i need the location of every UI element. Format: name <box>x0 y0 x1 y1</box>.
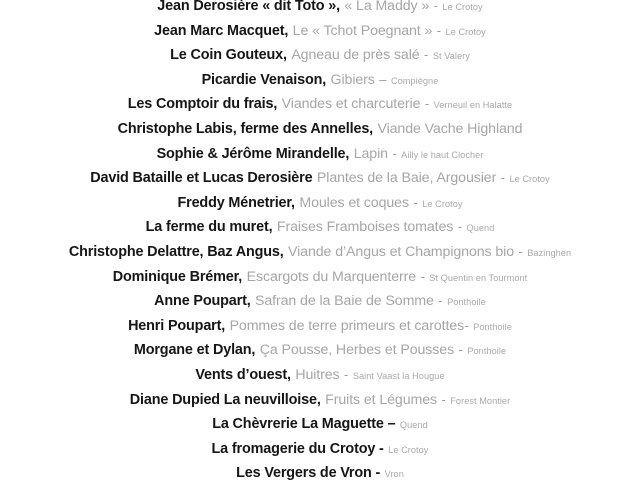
producer-name: Dominique Brémer, <box>112 268 243 285</box>
separator-dash: - <box>441 391 446 407</box>
producer-name: Henri Poupart, <box>128 317 226 334</box>
list-item <box>0 43 640 68</box>
producer-name: La Chèvrerie La Maguette – <box>212 416 396 433</box>
producer-name: Les Vergers de Vron - <box>236 465 381 482</box>
separator-dash: - <box>392 145 397 161</box>
producer-product: Agneau de près salé <box>291 47 420 64</box>
list-item <box>0 215 640 240</box>
producer-product: Gibiers <box>330 71 375 88</box>
producer-location: Compiègne <box>390 75 439 86</box>
list-item <box>0 240 640 265</box>
producer-location: Quend <box>466 223 495 234</box>
producer-name: Jean Derosière « dit Toto », <box>157 0 340 14</box>
producer-name: Christophe Delattre, Baz Angus, <box>68 243 284 260</box>
list-item <box>0 19 640 44</box>
separator-dash: - <box>518 243 523 259</box>
list-item <box>0 363 640 388</box>
list-item <box>0 265 640 290</box>
producer-product: Fruits et Légumes <box>325 391 438 408</box>
separator-dash: - <box>420 268 425 284</box>
producer-name: Freddy Ménetrier, <box>177 194 295 211</box>
producer-location: Le Crotoy <box>388 444 429 455</box>
separator-dash: - <box>457 219 463 235</box>
producer-name: David Bataille et Lucas Derosière <box>90 170 313 187</box>
producer-location: Verneuil en Halatte <box>433 100 513 111</box>
producer-product: Pommes de terre primeurs et carottes- <box>229 317 469 334</box>
list-item <box>0 142 640 167</box>
separator-dash: - <box>424 96 430 112</box>
producer-location: Quend <box>399 420 428 431</box>
separator-dash: - <box>458 342 463 358</box>
list-item <box>0 289 640 314</box>
producer-name: Vents d’ouest, <box>195 366 291 383</box>
producer-name: La ferme du muret, <box>145 219 273 236</box>
list-item <box>0 191 640 216</box>
producer-product: Le « Tchot Poegnant » <box>292 22 433 39</box>
producer-name: Diane Dupied La neuvilloise, <box>129 391 321 408</box>
producer-product: Viande Vache Highland <box>377 120 523 137</box>
producer-name: Picardie Venaison, <box>201 71 327 88</box>
producer-product: Viande d’Angus et Champignons bio <box>288 243 514 260</box>
separator-dash: - <box>500 170 505 186</box>
separator-dash: - <box>438 293 443 309</box>
list-item <box>0 68 640 93</box>
separator-dash: – <box>379 71 387 87</box>
separator-dash: - <box>436 22 442 38</box>
separator-dash: - <box>433 0 438 13</box>
producer-location: St Valery <box>432 51 470 62</box>
producer-product: Lapin <box>353 145 388 162</box>
list-item <box>0 437 640 462</box>
producer-product: Safran de la Baie de Somme <box>255 293 434 310</box>
producer-name: Sophie & Jérôme Mirandelle, <box>156 145 350 162</box>
producer-location: Saint Vaast la Hougue <box>352 370 445 381</box>
list-item <box>0 388 640 413</box>
producer-location: Le Crotoy <box>442 2 483 12</box>
producer-name: Anne Poupart, <box>154 293 251 310</box>
separator-dash: - <box>424 47 429 63</box>
producer-location: Ailly le haut Clocher <box>401 149 484 160</box>
producer-location: Vron <box>384 469 404 480</box>
producer-location: Le Crotoy <box>445 26 486 37</box>
producer-product: Moules et coques <box>299 194 409 211</box>
producer-product: Viandes et charcuterie <box>281 96 421 113</box>
producer-name: Morgane et Dylan, <box>133 342 256 359</box>
producer-location: St Quentin en Tourmont <box>429 272 528 283</box>
list-item <box>0 166 640 191</box>
separator-dash: - <box>344 366 349 382</box>
producer-name: Jean Marc Macquet, <box>154 22 289 39</box>
list-item <box>0 412 640 437</box>
producer-name: Christophe Labis, ferme des Annelles, <box>117 120 374 137</box>
producer-location: Bazinghen <box>527 247 572 258</box>
producer-location: Forest Montier <box>450 395 511 406</box>
producer-location: Le Crotoy <box>509 174 550 185</box>
producer-location: Le Crotoy <box>422 198 463 209</box>
producer-location: Ponthoile <box>473 321 512 332</box>
list-item <box>0 461 640 486</box>
producer-location: Ponthoile <box>467 346 507 357</box>
list-item <box>0 314 640 339</box>
producer-product: Fraises Framboises tomates <box>276 219 454 236</box>
producer-product: Plantes de la Baie, Argousier <box>316 170 497 187</box>
producer-name: Les Comptoir du frais, <box>127 96 278 113</box>
producer-product: Escargots du Marquenterre <box>246 268 417 285</box>
producer-name: La fromagerie du Crotoy - <box>211 440 384 457</box>
separator-dash: - <box>413 194 418 210</box>
list-item <box>0 0 640 19</box>
list-item <box>0 92 640 117</box>
list-item <box>0 338 640 363</box>
producer-name: Le Coin Gouteux, <box>170 47 287 64</box>
producer-product: Ça Pousse, Herbes et Pousses <box>259 342 455 359</box>
producer-location: Ponthoile <box>447 297 486 308</box>
producer-product: Huitres <box>295 366 340 383</box>
producer-product: « La Maddy » <box>344 0 430 14</box>
list-item <box>0 117 640 142</box>
